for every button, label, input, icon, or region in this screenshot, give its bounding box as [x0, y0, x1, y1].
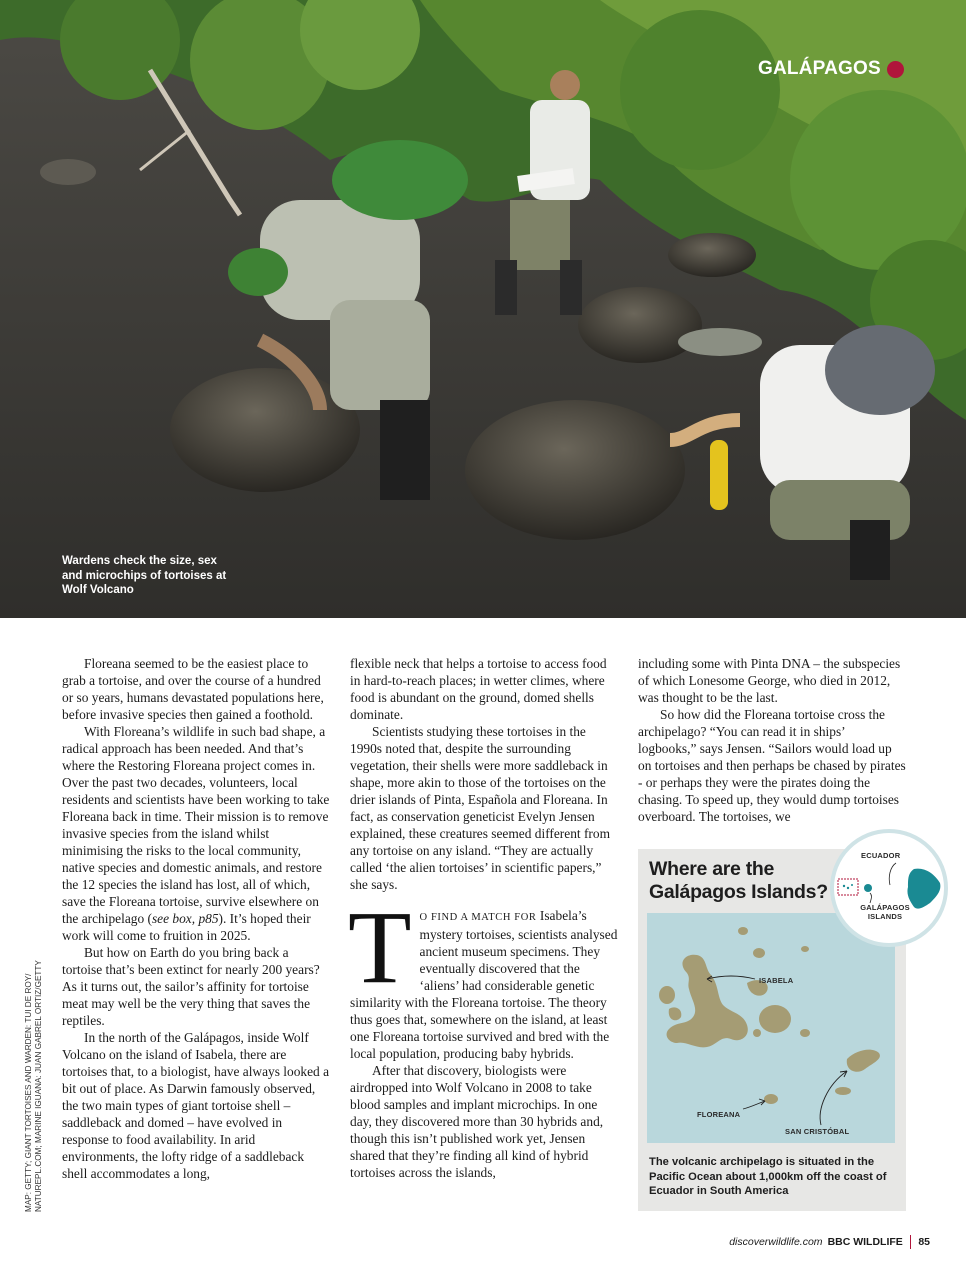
paragraph: After that discovery, biologists were airdropped into Wolf Volcano in 2008 to take blood samples and implant microchips. In one day, they discovered more than 30 hybrids and, though this isn’t published work yet, Jensen shared that they’re finding all kind of hybrid tortoises across the islands,	[350, 1063, 604, 1180]
map-caption: The volcanic archipelago is situated in the Pacific Ocean about 1,000km off the coast of Ecuador in South America	[649, 1156, 887, 1197]
credit-line-1: MAP: GETTY; GIANT TORTOISES AND WARDEN: TUI DE ROY/	[24, 973, 33, 1212]
section-dot-icon	[887, 61, 904, 78]
section-tag	[758, 58, 904, 80]
label-floreana: FLOREANA	[697, 1110, 741, 1119]
paragraph: including some with Pinta DNA – the subspecies of which Lonesome George, who died in 2012, was thought to be the last.	[638, 656, 901, 705]
page-footer	[729, 1235, 930, 1249]
small-caps-lead: O FIND A MATCH FOR	[419, 912, 537, 923]
paragraph: But how on Earth do you bring back a tortoise that’s been extinct for nearly 200 years? As it turns out, the sailor’s affinity for tortoise meat may well be the very thing that saves the reptiles.	[62, 945, 320, 1028]
islands-map-illustration	[647, 913, 895, 1143]
article-column-1	[62, 655, 330, 1182]
map-title: Where are the Galápagos Islands?	[649, 858, 828, 903]
paragraph: Scientists studying these tortoises in the 1990s noted that, despite the surrounding vegetation, their shells were more saddleback in shape, more akin to those of the tortoises on the drier islands of Pinta, Española and Floreana. In fact, as conservation geneticist Evelyn Jensen explained, these creatures seemed different from any tortoise on any island. “They are actually called ‘the alien tortoises’ in scientific papers,” she says.	[350, 724, 611, 892]
san-cristobal-island	[847, 1050, 880, 1072]
photo-credit	[24, 922, 44, 1212]
footer-magazine: BBC WILDLIFE	[827, 1236, 903, 1248]
floreana-island	[764, 1094, 778, 1104]
label-ecuador: ECUADOR	[861, 851, 901, 860]
footer-site: discoverwildlife.com	[729, 1236, 823, 1248]
paragraph: Floreana seemed to be the easiest place to grab a tortoise, and over the course of a hundred or so years, humans devastated populations here, before invasive species then gained a foothold.	[62, 656, 324, 722]
page-number: 85	[918, 1236, 930, 1248]
label-san-cristobal: SAN CRISTÓBAL	[785, 1127, 850, 1136]
photo-caption: Wardens check the size, sex and microchips of tortoises at Wolf Volcano	[62, 555, 227, 596]
section-label: GALÁPAGOS	[758, 58, 881, 79]
locator-map-illustration	[834, 833, 944, 943]
article-column-3	[638, 655, 906, 825]
paragraph: flexible neck that helps a tortoise to access food in hard-to-reach places; in wetter climes, where food is abundant on the ground, domed shells dominate.	[350, 656, 607, 722]
article-column-2	[350, 655, 618, 1181]
tortoise-photo-illustration	[0, 0, 966, 618]
footer-divider	[910, 1235, 912, 1249]
paragraph: So how did the Floreana tortoise cross the archipelago? “You can read it in ships’ logbooks,” says Jensen. “Sailors would load up on tortoises and then perhaps be chased by pirates - or perhaps they were the pirates doing the chasing. To speed up, they would dump tortoises overboard. The tortoises, we	[638, 707, 906, 824]
credit-line-2: NATUREPL.COM; MARINE IGUANA: JUAN GABREL ORTIZ/GETTY	[34, 960, 43, 1212]
drop-cap: T	[348, 890, 412, 1005]
label-isabela: ISABELA	[759, 976, 794, 985]
paragraph: In the north of the Galápagos, inside Wolf Volcano on the island of Isabela, there are tortoises that, to a biologist, have always looked a bit out of place. As Darwin famously observed, the two main types of giant tortoise shell – saddleback and domed – have evolved in response to food availability. In arid environments, the lofty ridge of a saddleback shell accommodates a long,	[62, 1030, 330, 1181]
paragraph: With Floreana’s wildlife in such bad shape, a radical approach has been needed. And that’s where the Restoring Floreana project comes in. Over the past two decades, volunteers, local residents and scientists have been working to take Floreana back in time. Their mission is to remove invasive species from the island whilst minimising the risks to the local community, native species and domestic animals, and restore the 12 species the island has lost, all of which, save the Floreana tortoise, survive elsewhere on the archipelago (see box, p85). It’s hoped their work will come to fruition in 2025.	[62, 724, 330, 943]
label-galapagos-islands: GALÁPAGOS ISLANDS	[860, 903, 910, 921]
galapagos-dot	[864, 884, 872, 892]
isabela-island	[667, 955, 748, 1048]
paragraph-dropcap: T O FIND A MATCH FOR Isabela’s mystery tortoises, scientists analysed ancient museum specimens. They eventually discovered that the ‘aliens’ had considerable genetic similarity with the Floreana tortoise. The theory thus goes that, somewhere on the island, at least one Floreana tortoise survived and bred with the local population, producing baby hybrids.	[348, 890, 618, 1061]
locator-inset	[830, 829, 948, 947]
hero-photo	[0, 0, 966, 618]
galapagos-map	[647, 913, 895, 1143]
